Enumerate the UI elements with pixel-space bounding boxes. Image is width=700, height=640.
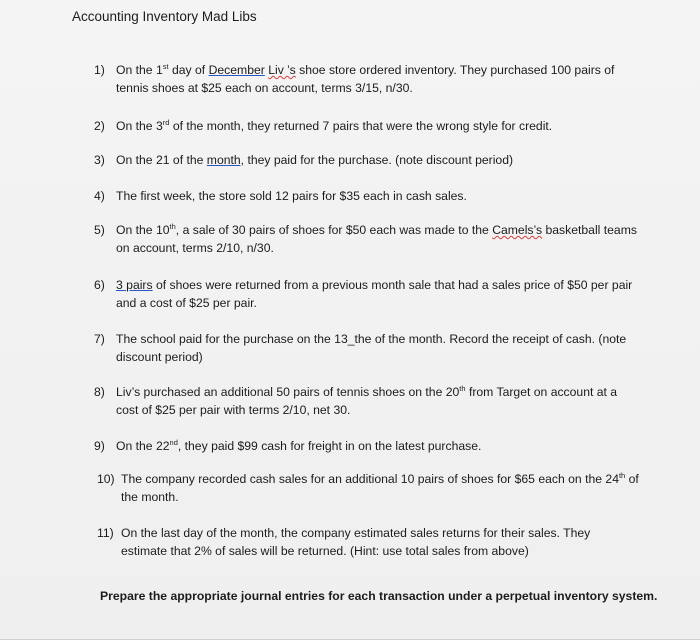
question-number: 5) [94, 223, 105, 237]
question-1: 1) On the 1st day of December Liv ’s shoe store ordered inventory. They purchased 100 pairs of tennis shoes at $25 each on account, terms 3/15, n/30. [94, 61, 615, 95]
question-number: 9) [94, 439, 105, 453]
underlined-word: 3 pairs [116, 278, 153, 292]
page-title: Accounting Inventory Mad Libs [72, 9, 257, 24]
question-number: 3) [94, 153, 105, 167]
question-3: 3) On the 21 of the month, they paid for the purchase. (note discount period) [94, 153, 514, 167]
question-number: 7) [94, 332, 105, 346]
question-8: 8) Liv’s purchased an additional 50 pairs of tennis shoes on the 20th from Target on account at a cost of $25 per pair with terms 2/10, net 30. [94, 383, 618, 417]
question-7: 7) The school paid for the purchase on the 13_the of the month. Record the receipt of cash. (note discount period) [94, 332, 627, 364]
question-11: 11) On the last day of the month, the company estimated sales returns for their sales. They estimate that 2% of sales will be returned. (Hint: use total sales from above) [97, 526, 591, 558]
question-number: 4) [94, 189, 105, 203]
spellcheck-word: Liv ’s [268, 63, 296, 77]
question-6: 6) 3 pairs of shoes were returned from a previous month sale that had a sales price of $50 per pair and a cost of $25 per pair. [94, 278, 633, 310]
spellcheck-word: Camels’s [492, 223, 543, 237]
underlined-word: December [208, 63, 265, 77]
question-9: 9) On the 22nd, they paid $99 cash for freight in on the latest purchase. [94, 437, 482, 453]
question-number: 2) [94, 119, 105, 133]
instructions: Prepare the appropriate journal entries for each transaction under a perpetual inventory system. [100, 589, 658, 603]
question-number: 10) [97, 472, 115, 486]
question-number: 11) [97, 526, 114, 540]
question-number: 1) [94, 63, 105, 77]
question-5: 5) On the 10th, a sale of 30 pairs of shoes for $50 each was made to the Camels’s basketball teams on account, terms 2/10, n/30. [94, 221, 637, 255]
question-10: 10) The company recorded cash sales for an additional 10 pairs of shoes for $65 each on the 24th of the month. [97, 470, 639, 504]
question-4: 4) The first week, the store sold 12 pairs for $35 each in cash sales. [94, 189, 467, 203]
question-number: 8) [94, 385, 105, 399]
question-2: 2) On the 3rd of the month, they returned 7 pairs that were the wrong style for credit. [94, 117, 553, 133]
underlined-word: month, [206, 153, 245, 167]
question-number: 6) [94, 278, 105, 292]
